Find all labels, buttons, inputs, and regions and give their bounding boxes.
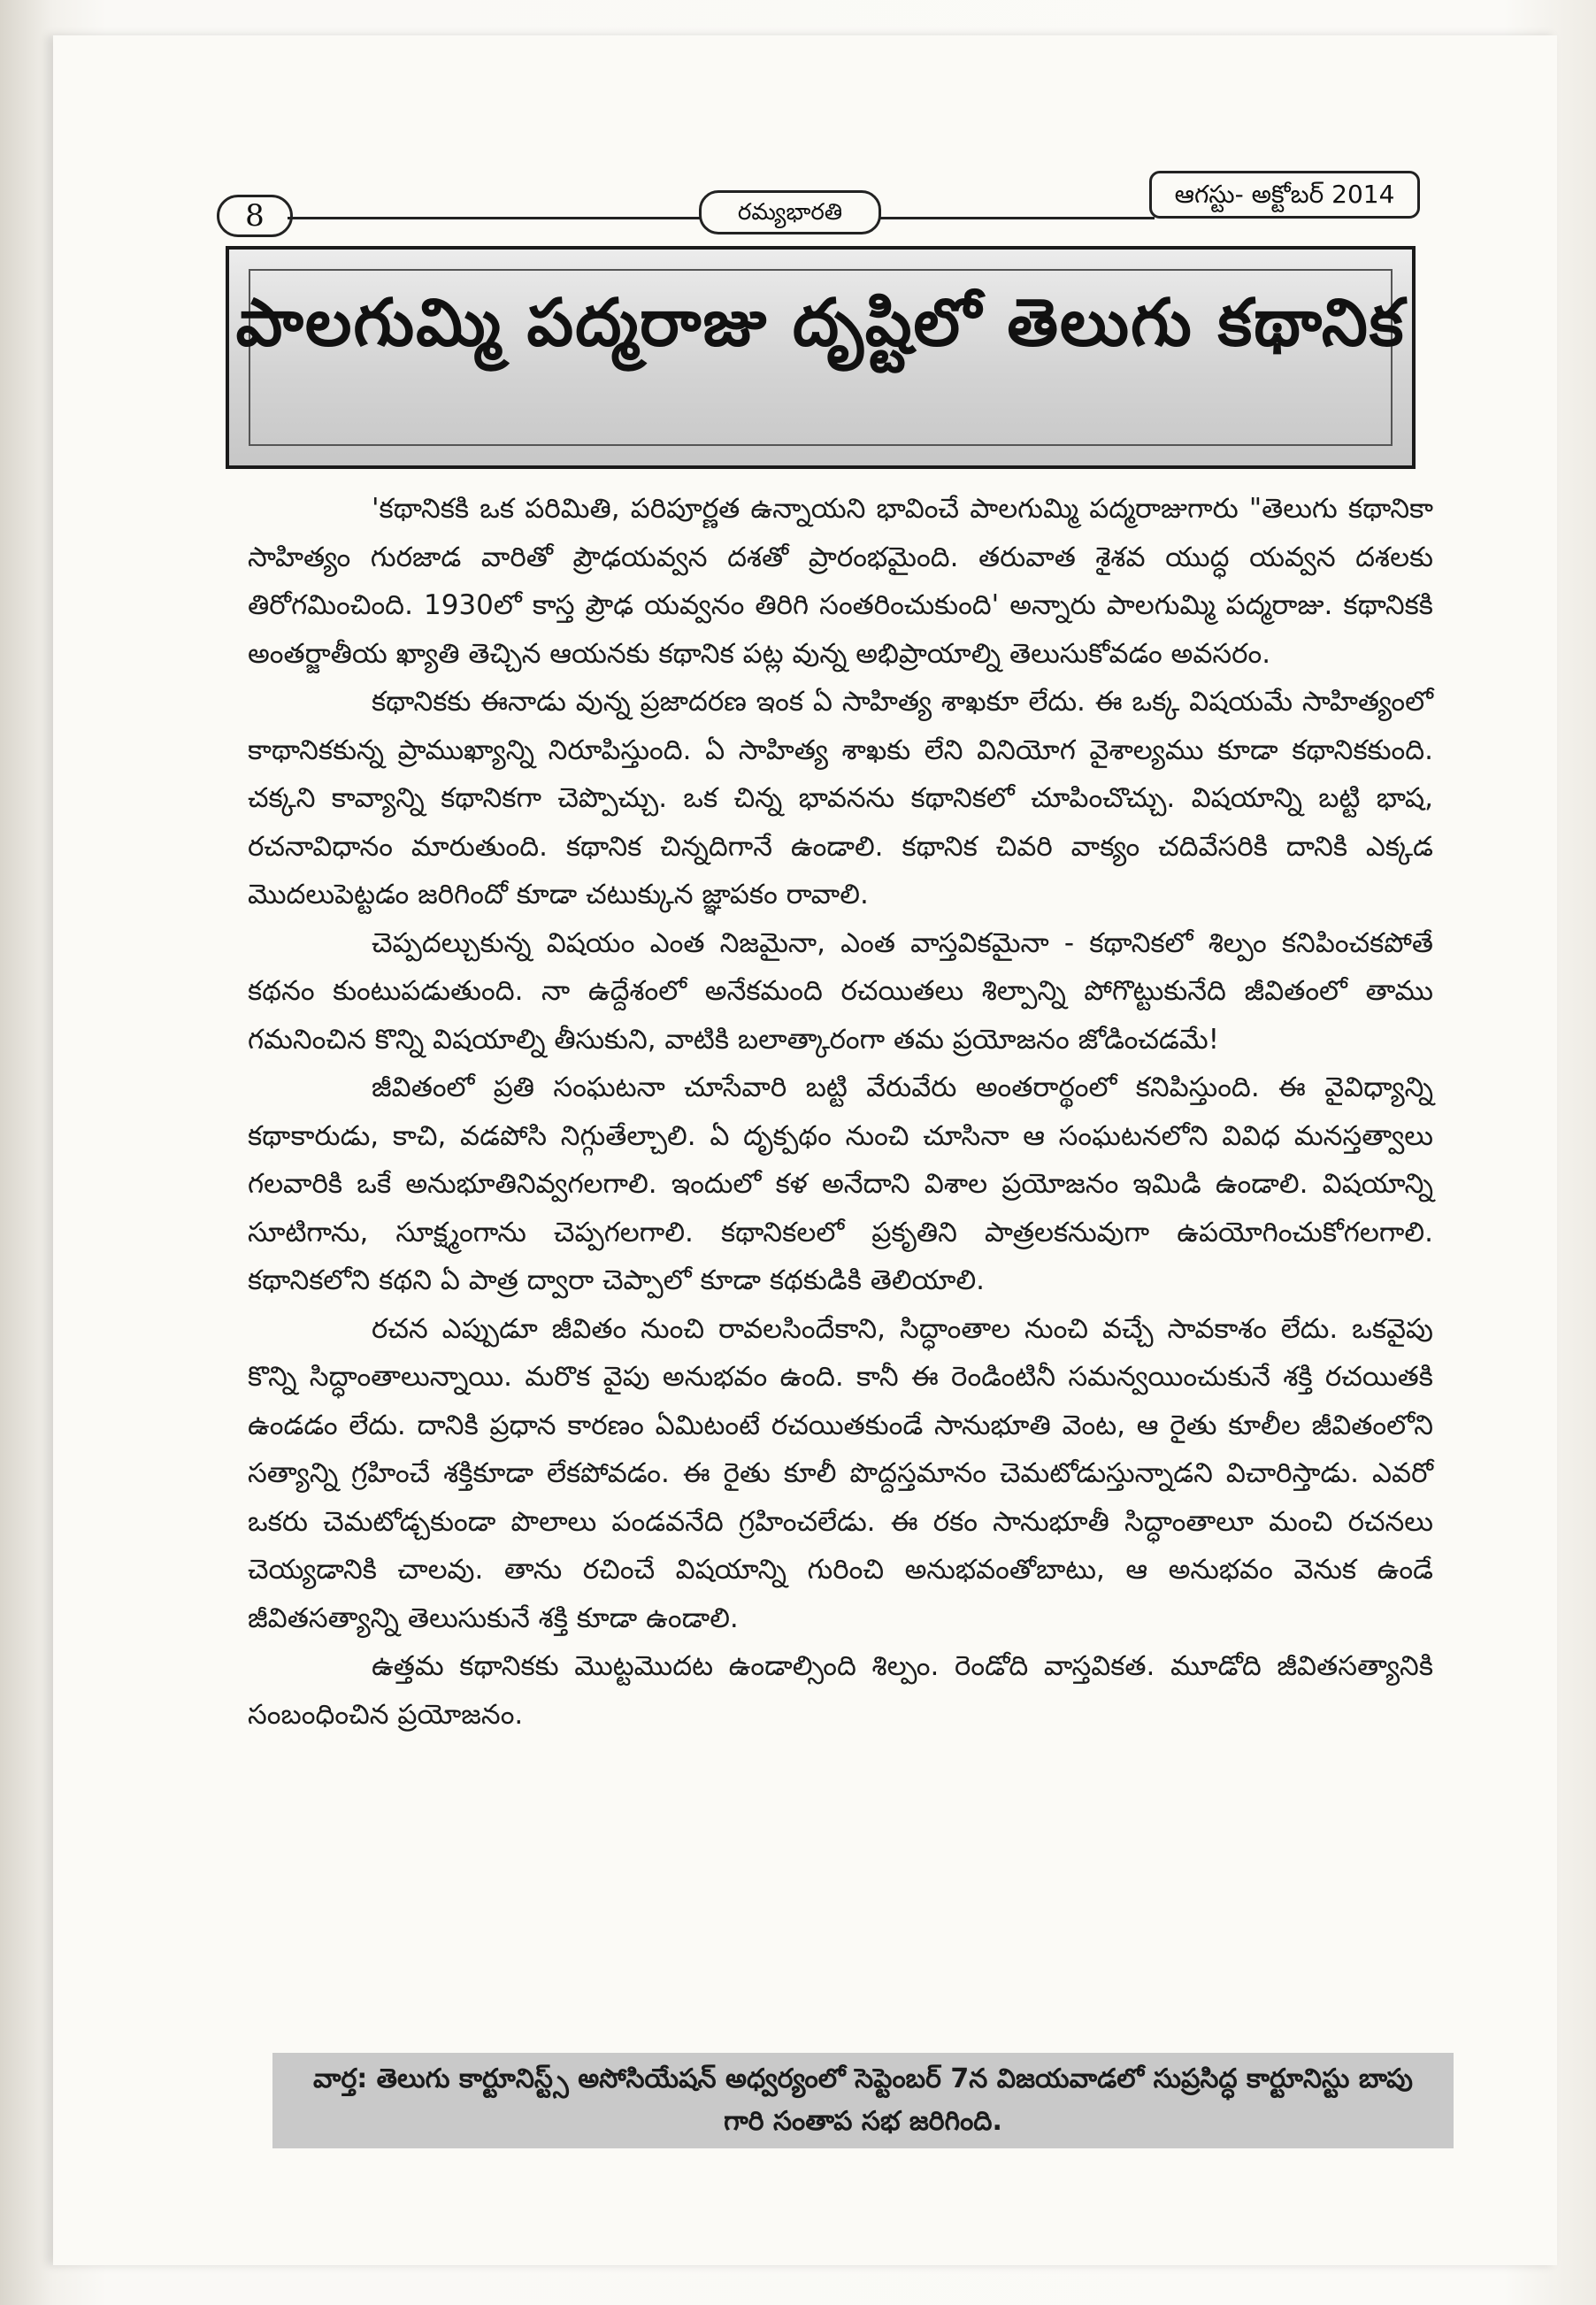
paragraph: 'కథానికకి ఒక పరిమితి, పరిపూర్ణత ఉన్నాయని భావించే పాలగుమ్మి పద్మరాజుగారు "తెలుగు కథానికా సాహిత్యం గురజాడ వారితో ప్రౌఢయవ్వన దశతో ప్రారంభమైంది. తరువాత శైశవ యుద్ధ యవ్వన దశలకు తిరోగమించింది. 1930లో కాస్త ప్రౌఢ యవ్వనం తిరిగి సంతరించుకుంది' అన్నారు పాలగుమ్మి పద్మరాజు. కథానికకి అంతర్జాతీయ ఖ్యాతి తెచ్చిన ఆయనకు కథానిక పట్ల వున్న అభిప్రాయాల్ని తెలుసుకోవడం అవసరం. — [248, 493, 1433, 670]
news-box: వార్త: తెలుగు కార్టూనిస్ట్స్ అసోసియేషన్ అధ్వర్యంలో సెప్టెంబర్ 7న విజయవాడలో సుప్రసిద్ధ కార్టూనిస్టు బాపు గారి సంతాప సభ జరిగింది. — [272, 2053, 1454, 2148]
article-body — [248, 485, 1433, 1739]
paragraph: ఉత్తమ కథానికకు మొట్టమొదట ఉండాల్సింది శిల్పం. రెండోది వాస్తవికత. మూడోది జీవితసత్యానికి సంబంధించిన ప్రయోజనం. — [248, 1650, 1433, 1731]
paragraph: రచన ఎప్పుడూ జీవితం నుంచి రావలసిందేకాని, సిద్ధాంతాల నుంచి వచ్చే సావకాశం లేదు. ఒకవైపు కొన్ని సిద్ధాంతాలున్నాయి. మరొక వైపు అనుభవం ఉంది. కానీ ఈ రెండింటినీ సమన్వయించుకునే శక్తి రచయితకి ఉండడం లేదు. దానికి ప్రధాన కారణం ఏమిటంటే రచయితకుండే సానుభూతి వెంట, ఆ రైతు కూలీల జీవితంలోని సత్యాన్ని గ్రహించే శక్తికూడా లేకపోవడం. ఈ రైతు కూలీ పొద్దస్తమానం చెమటోడుస్తున్నాడని విచారిస్తాడు. ఎవరో ఒకరు చెమటోడ్చకుండా పొలాలు పండవనేది గ్రహించలేడు. ఈ రకం సానుభూతీ సిద్ధాంతాలూ మంచి రచనలు చెయ్యడానికి చాలవు. తాను రచించే విషయాన్ని గురించి అనుభవంతోబాటు, ఆ అనుభవం వెనుక ఉండే జీవితసత్యాన్ని తెలుసుకునే శక్తి కూడా ఉండాలి. — [248, 1312, 1433, 1634]
magazine-name: రమ్యభారతి — [699, 190, 881, 234]
page-header — [217, 180, 1420, 234]
paragraph: జీవితంలో ప్రతి సంఘటనా చూసేవారి బట్టి వేరువేరు అంతరార్థంలో కనిపిస్తుంది. ఈ వైవిధ్యాన్ని కథాకారుడు, కాచి, వడపోసి నిగ్గుతేల్చాలి. ఏ దృక్పథం నుంచి చూసినా ఆ సంఘటనలోని వివిధ మనస్తత్వాలు గలవారికి ఒకే అనుభూతినివ్వగలగాలి. ఇందులో కళ అనేదాని విశాల ప్రయోజనం ఇమిడి ఉండాలి. విషయాన్ని సూటిగాను, సూక్ష్మంగాను చెప్పగలగాలి. కథానికలలో ప్రకృతిని పాత్రలకనువుగా ఉపయోగించుకోగలగాలి. కథానికలోని కథని ఏ పాత్ర ద్వారా చెప్పాలో కూడా కథకుడికి తెలియాలి. — [248, 1072, 1433, 1296]
title-banner — [226, 246, 1416, 469]
paragraph: కథానికకు ఈనాడు వున్న ప్రజాదరణ ఇంక ఏ సాహిత్య శాఖకూ లేదు. ఈ ఒక్క విషయమే సాహిత్యంలో కాథానికకున్న ప్రాముఖ్యాన్ని నిరూపిస్తుంది. ఏ సాహిత్య శాఖకు లేని వినియోగ వైశాల్యము కూడా కథానికకుంది. చక్కని కావ్యాన్ని కథానికగా చెప్పొచ్చు. ఒక చిన్న భావనను కథానికలో చూపించొచ్చు. విషయాన్ని బట్టి భాష, రచనావిధానం మారుతుంది. కథానిక చిన్నదిగానే ఉండాలి. కథానిక చివరి వాక్యం చదివేసరికి దానికి ఎక్కడ మొదలుపెట్టడం జరిగిందో కూడా చటుక్కున జ్ఞాపకం రావాలి. — [248, 686, 1433, 910]
issue-date: ఆగస్టు- అక్టోబర్ 2014 — [1149, 171, 1420, 219]
page-number: 8 — [217, 195, 293, 237]
article-title: పాలగుమ్మి పద్మరాజు దృష్టిలో తెలుగు కథానిక — [235, 285, 1406, 361]
paragraph: చెప్పదల్చుకున్న విషయం ఎంత నిజమైనా, ఎంత వాస్తవికమైనా - కథానికలో శిల్పం కనిపించకపోతే కథనం కుంటుపడుతుంది. నా ఉద్దేశంలో అనేకమంది రచయితలు శిల్పాన్ని పోగొట్టుకునేది జీవితంలో తాము గమనించిన కొన్ని విషయాల్ని తీసుకుని, వాటికి బలాత్కారంగా తమ ప్రయోజనం జోడించడమే! — [248, 926, 1433, 1056]
